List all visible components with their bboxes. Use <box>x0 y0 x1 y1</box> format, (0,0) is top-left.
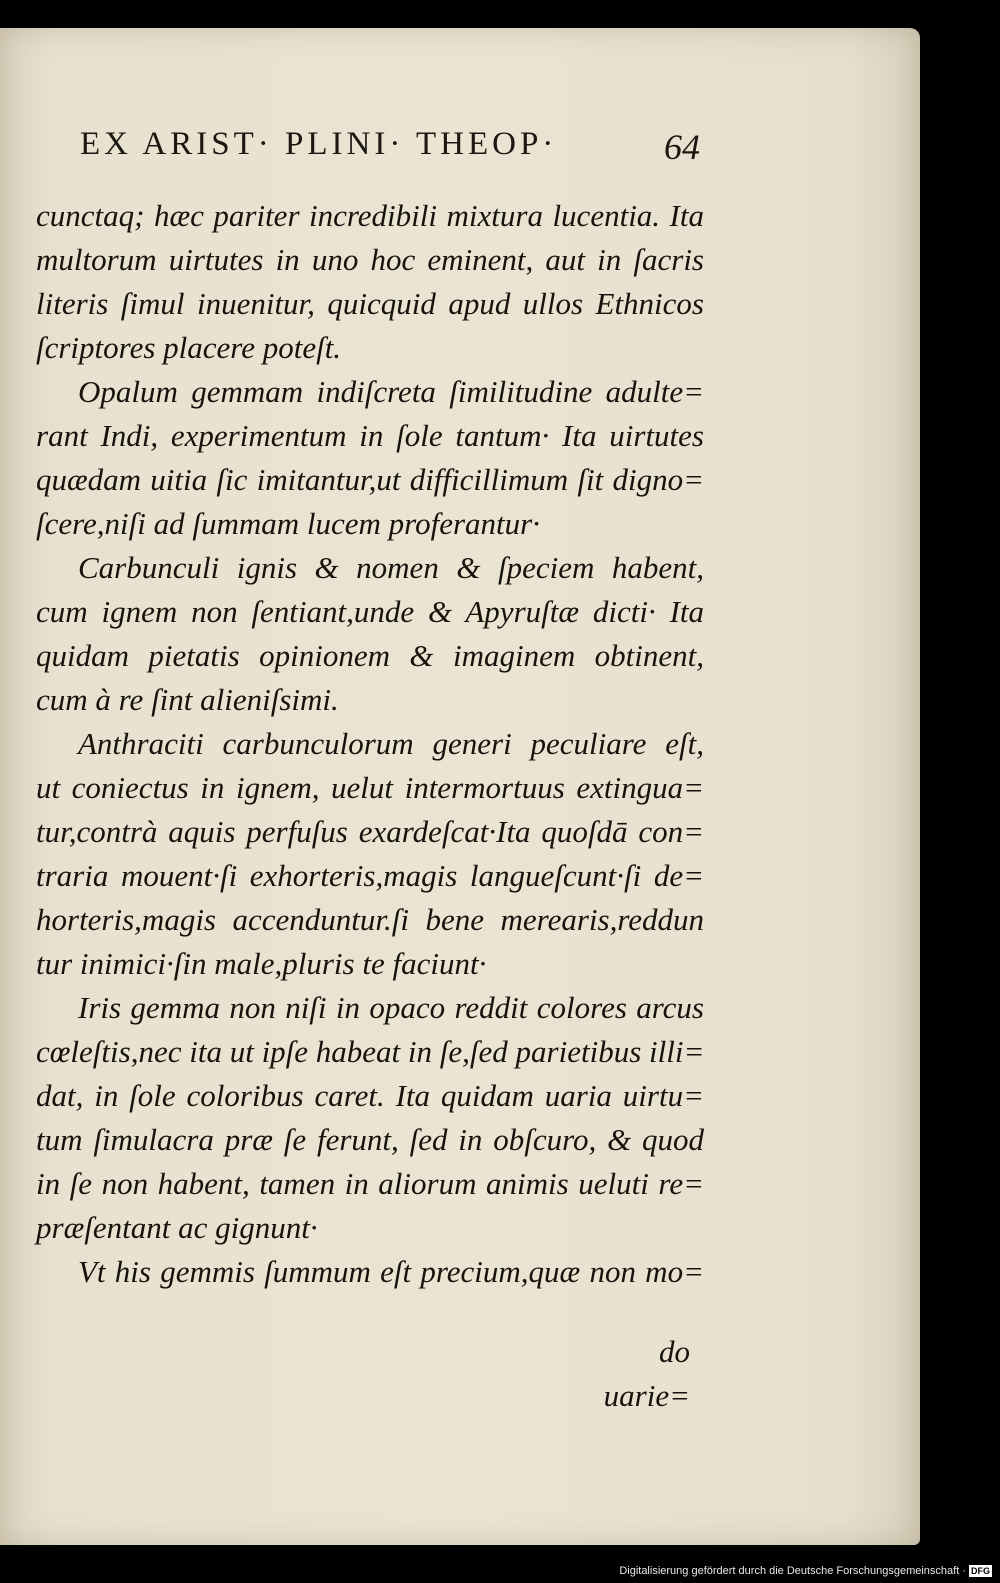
text-line: ſcere,niſi ad ſummam lucem proferantur· <box>36 506 540 541</box>
text-line: tur inimici·ſin male,pluris te faciunt· <box>36 946 487 981</box>
dfg-logo: DFG <box>971 1566 990 1577</box>
digitization-credit <box>600 1560 1000 1583</box>
text-line: in ſe non habent, tamen in aliorum animis ueluti re= <box>36 1166 704 1201</box>
running-title: EX ARIST· PLINI· THEOP· <box>80 126 558 162</box>
text-line: multorum uirtutes in uno hoc eminent, aut in ſacris <box>36 242 704 277</box>
text-line: cum à re ſint alieniſsimi. <box>36 682 339 717</box>
text-line: horteris,magis accenduntur.ſi bene merearis,reddun <box>36 902 704 937</box>
paragraph-start: Vt his gemmis ſummum eſt precium,quæ non mo= <box>78 1254 704 1289</box>
credit-text: Digitalisierung gefördert durch die Deutsche Forschungsgemeinschaft · <box>619 1565 966 1577</box>
book-page <box>0 28 920 1545</box>
text-line: literis ſimul inuenitur, quicquid apud ullos Ethnicos <box>36 286 704 321</box>
text-line: dat, in ſole coloribus caret. Ita quidam uaria uirtu= <box>36 1078 704 1113</box>
text-line: cœleſtis,nec ita ut ipſe habeat in ſe,ſed parietibus illi= <box>36 1034 705 1069</box>
text-line: quædam uitia ſic imitantur,ut difficillimum ſit digno= <box>36 462 704 497</box>
text-line: ſcriptores placere poteſt. <box>36 330 342 365</box>
paragraph-start: Carbunculi ignis & nomen & ſpeciem habent, <box>78 550 704 585</box>
catchword: do uarie= <box>603 1334 690 1413</box>
text-line: tum ſimulacra præ ſe ferunt, ſed in obſcuro, & quod <box>36 1122 704 1157</box>
text-line: cum ignem non ſentiant,unde & Apyruſtæ dicti· Ita <box>36 594 704 629</box>
paragraph-start: Opalum gemmam indiſcreta ſimilitudine adulte= <box>78 374 704 409</box>
text-line: ut coniectus in ignem, uelut intermortuus extingua= <box>36 770 704 805</box>
text-line: præſentant ac gignunt· <box>36 1210 318 1245</box>
text-line: quidam pietatis opinionem & imaginem obtinent, <box>36 638 704 673</box>
text-line: tur,contrà aquis perfuſus exardeſcat·Ita quoſdā con= <box>36 814 704 849</box>
paragraph-start: Anthraciti carbunculorum generi peculiare eſt, <box>78 726 704 761</box>
paragraph-start: Iris gemma non niſi in opaco reddit colores arcus <box>78 990 704 1025</box>
text-line: cunctaq; hæc pariter incredibili mixtura lucentia. Ita <box>36 198 704 233</box>
page-header <box>80 126 700 176</box>
text-line: traria mouent·ſi exhorteris,magis langueſcunt·ſi de= <box>36 858 704 893</box>
text-line: rant Indi, experimentum in ſole tantum· Ita uirtutes <box>36 418 704 453</box>
page-number: 64 <box>664 127 700 167</box>
